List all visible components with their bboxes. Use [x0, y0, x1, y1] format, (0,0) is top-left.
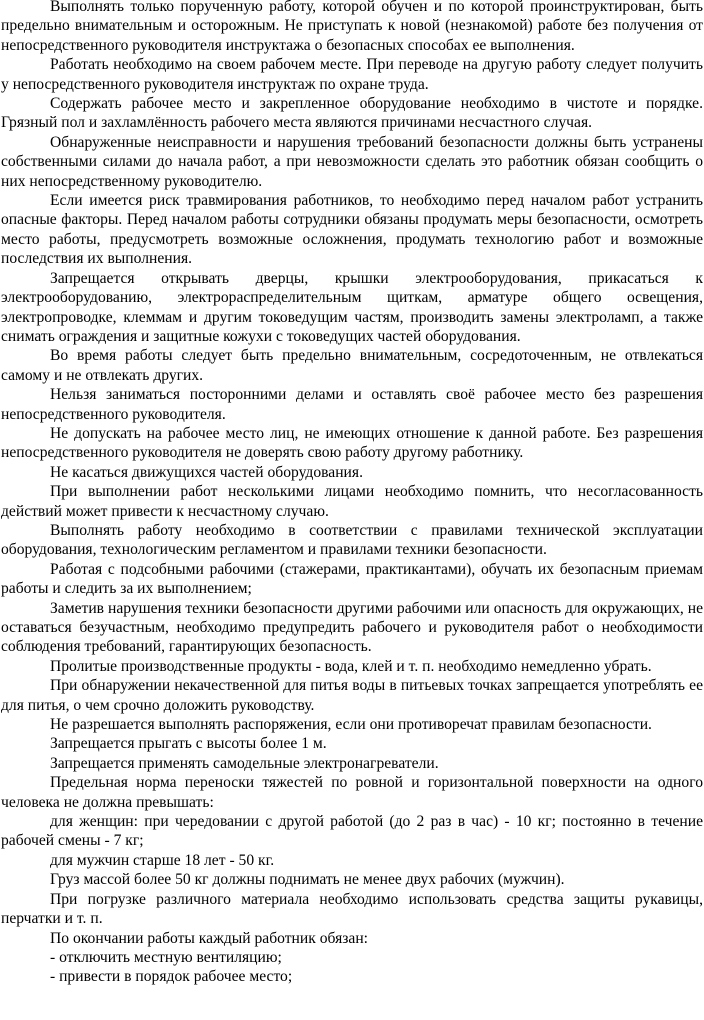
paragraph: При погрузке различного материала необходимо использовать средства защиты рукавицы, перчатки и т. п.	[1, 890, 703, 928]
paragraph: Работая с подсобными рабочими (стажерами, практикантами), обучать их безопасным приемам работы и следить за их выполнением;	[1, 560, 703, 598]
paragraph: Выполнять только порученную работу, которой обучен и по которой проинструктирован, быть предельно внимательным и осторожным. Не приступать к новой (незнакомой) работе без получения от непосредственного руководителя инструктажа о безопасных способах ее выполнения.	[1, 0, 703, 54]
paragraph: Груз массой более 50 кг должны поднимать не менее двух рабочих (мужчин).	[50, 871, 565, 889]
paragraph: Предельная норма переноски тяжестей по ровной и горизонтальной поверхности на одного человека не должна превышать:	[1, 774, 703, 811]
paragraph: Запрещается открывать дверцы, крышки электрооборудования, прикасаться к электрооборудованию, электрораспределительным щиткам, арматуре общего освещения, электропроводке, клеммам и другим токоведущим частям, производить замены электроламп, а также снимать ограждения и защитные кожухи с токоведущих частей оборудования.	[1, 269, 703, 345]
paragraph: Не касаться движущихся частей оборудования.	[50, 463, 363, 481]
paragraph: Если имеется риск травмирования работников, то необходимо перед началом работ устранить опасные факторы. Перед началом работы сотрудники обязаны продумать меры безопасности, осмотреть место работы, предусмотреть возможные осложнения, продумать технологию работ и возможные последствия их выполнения.	[1, 192, 703, 268]
paragraph: Заметив нарушения техники безопасности другими рабочими или опасность для окружающих, не оставаться безучастным, необходимо предупредить рабочего и руководителя работ о необходимости соблюдения требований, гарантирующих безопасность.	[1, 599, 703, 656]
paragraph: Не разрешается выполнять распоряжения, если они противоречат правилам безопасности.	[50, 716, 652, 734]
paragraph: По окончании работы каждый работник обязан:	[50, 929, 368, 947]
paragraph: Обнаруженные неисправности и нарушения требований безопасности должны быть устранены собственными силами до начала работ, а при невозможности сделать это работник обязан сообщить о них непосредственному руководителю.	[1, 133, 703, 190]
paragraph: Работать необходимо на своем рабочем месте. При переводе на другую работу следует получить у непосредственного руководителя инструктаж по охране труда.	[1, 56, 703, 93]
paragraph: Запрещается применять самодельные электронагреватели.	[50, 754, 439, 772]
paragraph: Нельзя заниматься посторонними делами и оставлять своё рабочее место без разрешения непосредственного руководителя.	[1, 386, 703, 423]
paragraph: Во время работы следует быть предельно внимательным, сосредоточенным, не отвлекаться самому и не отвлекать других.	[1, 347, 703, 384]
paragraph: для мужчин старше 18 лет - 50 кг.	[50, 851, 275, 869]
paragraph: Пролитые производственные продукты - вода, клей и т. п. необходимо немедленно убрать.	[50, 657, 652, 675]
paragraph: Не допускать на рабочее место лиц, не имеющих отношение к данной работе. Без разрешения непосредственного руководителя не доверять свою работу другому работнику.	[1, 424, 703, 462]
paragraph: для женщин: при чередовании с другой работой (до 2 раз в час) - 10 кг; постоянно в течение рабочей смены - 7 кг;	[1, 813, 703, 850]
list-item: - привести в порядок рабочее место;	[50, 968, 293, 986]
paragraph: Содержать рабочее место и закрепленное оборудование необходимо в чистоте и порядке. Грязный пол и захламлённость рабочего места являются причинами несчастного случая.	[1, 95, 703, 132]
list-item: - отключить местную вентиляцию;	[50, 948, 282, 966]
paragraph: При обнаружении некачественной для питья воды в питьевых точках запрещается употреблять ее для питья, о чем срочно доложить руководству.	[1, 677, 703, 714]
paragraph: Запрещается прыгать с высоты более 1 м.	[50, 735, 327, 753]
paragraph: При выполнении работ несколькими лицами необходимо помнить, что несогласованность действий может привести к несчастному случаю.	[1, 483, 703, 520]
paragraph: Выполнять работу необходимо в соответствии с правилами технической эксплуатации оборудования, технологическим регламентом и правилами техники безопасности.	[1, 521, 703, 559]
